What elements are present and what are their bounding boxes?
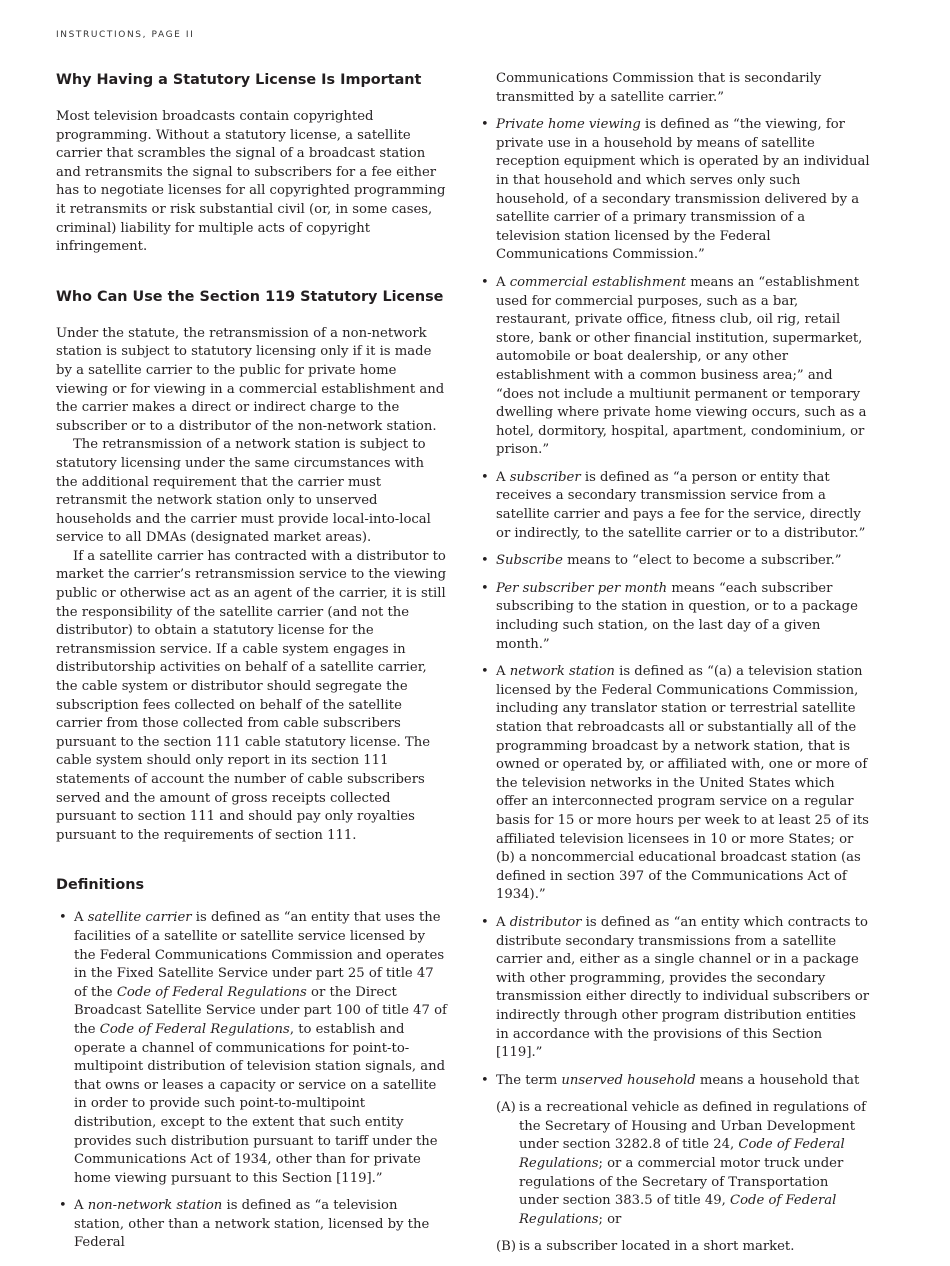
definition-private-home-viewing: • Private home viewing is defined as “the viewing, for private use in a household by means of satellite reception equipment which is operated by an individual in that household and which serves only such household, of a secondary transmission delivered by a satellite carrier of a primary transmission of a television station licensed by the Federal Communications Commission.” bbox=[478, 116, 870, 265]
definition-commercial-establishment: • A commercial establishment means an “establishment used for commercial purposes, such as a bar, restaurant, private office, fitness club, oil rig, retail store, bank or other financial institution, supermarket, automobile or boat dealership, or any other establishment with a common business area;” and “does not include a multiunit permanent or temporary dwelling where private home viewing occurs, such as a hotel, dormitory, hospital, apartment, condominium, or prison.” bbox=[478, 274, 870, 460]
definitions-list-continued bbox=[478, 116, 870, 1090]
paragraph-statutory-importance: Most television broadcasts contain copyrighted programming. Without a statutory license, a satellite carrier that scrambles the signal of a broadcast station and retransmits the signal to subscribers for a fee either has to negotiate licenses for all copyrighted programming it retransmits or risk substantial civil (or, in some cases, criminal) liability for multiple acts of copyright infringement. bbox=[56, 109, 446, 255]
definition-per-subscriber-per-month: • Per subscriber per month means “each subscriber subscribing to the station in question, or to a package including such station, on the last day of a given month.” bbox=[478, 580, 870, 654]
heading-statutory-license-importance: Why Having a Statutory License Is Important bbox=[56, 72, 422, 88]
definition-non-network-station: • A non-network station is defined as “a television station, other than a network station, licensed by the Federal bbox=[56, 1197, 448, 1253]
paragraph-network-retransmission: The retransmission of a network station is subject to statutory licensing under the same circumstances with the additional requirement that the carrier must retransmit the network station only to unserved households and the carrier must provide local-into-local service to all DMAs (designated market areas). bbox=[56, 437, 431, 546]
paragraph-distributor-responsibility: If a satellite carrier has contracted with a distributor to market the carrier’s retransmission service to the viewing public or otherwise act as an agent of the carrier, it is still the responsibility of the satellite carrier (and not the distributor) to obtain a statutory license for the retransmission service. If a cable system engages in distributorship activities on behalf of a satellite carrier, the cable system or distributor should segregate the subscription fees collected on behalf of the satellite carrier from those collected from cable subscribers pursuant to the section 111 cable statutory license. The cable system should only report in its section 111 statements of account the number of cable subscribers served and the amount of gross receipts collected pursuant to section 111 and should pay only royalties pursuant to the requirements of section 111. bbox=[56, 548, 447, 843]
definition-satellite-carrier: • A satellite carrier is defined as “an entity that uses the facilities of a satellite or satellite service licensed by the Federal Communications Commission and operates in the Fixed Satellite Service under part 25 of title 47 of the Code of Federal Regulations or the Direct Broadcast Satellite Service under part 100 of title 47 of the Code of Federal Regulations, to establish and operate a channel of communications for point-to-multipoint distribution of television station signals, and that owns or leases a capacity or service on a satellite in order to provide such point-to-multipoint distribution, except to the extent that such entity provides such distribution pursuant to tariff under the Communications Act of 1934, other than for private home viewing pursuant to this Section [119].” bbox=[56, 909, 448, 1188]
right-column bbox=[478, 70, 870, 1266]
unserved-item-a: (A) is a recreational vehicle as defined in regulations of the Secretary of Housing and Urban Development under section 3282.8 of title 24, Code of Federal Regulations; or a commercial motor truck under regulations of the Secretary of Transportation under section 383.5 of title 49, Code of Federal Regulations; or bbox=[496, 1100, 867, 1227]
definition-non-network-continued: Communications Commission that is secondarily transmitted by a satellite carrier.” bbox=[496, 71, 822, 105]
definition-network-station: • A network station is defined as “(a) a television station licensed by the Federal Communications Commission, including any translator station or terrestrial satellite station that rebroadcasts all or substantially all of the programming broadcast by a network station, that is owned or operated by, or affiliated with, one or more of the television networks in the United States which offer an interconnected program service on a regular basis for 15 or more hours per week to at least 25 of its affiliated television licensees in 10 or more States; or (b) a noncommercial educational broadcast station (as defined in section 397 of the Communications Act of 1934).” bbox=[478, 663, 870, 905]
unserved-item-b: (B) is a subscriber located in a short market. bbox=[496, 1239, 795, 1255]
definition-unserved-household: • The term unserved household means a household that bbox=[478, 1072, 870, 1091]
unserved-household-sublist bbox=[478, 1099, 870, 1257]
definition-subscriber: • A subscriber is defined as “a person or entity that receives a secondary transmission service from a satellite carrier and pays a fee for the service, directly or indirectly, to the satellite carrier or to a distributor.” bbox=[478, 469, 870, 543]
paragraph-non-network-retransmission: Under the statute, the retransmission of a non-network station is subject to statutory licensing only if it is made by a satellite carrier to the public for private home viewing or for viewing in a commercial establishment and the carrier makes a direct or indirect charge to the subscriber or to a distributor of the non-network station. bbox=[56, 325, 445, 434]
heading-who-can-use: Who Can Use the Section 119 Statutory License bbox=[56, 288, 444, 305]
left-column bbox=[56, 70, 448, 1262]
definition-distributor: • A distributor is defined as “an entity which contracts to distribute secondary transmissions from a satellite carrier and, either as a single channel or in a package with other programming, provides the secondary transmission either directly to individual subscribers or indirectly through other program distribution entities in accordance with the provisions of this Section [119].” bbox=[478, 914, 870, 1063]
heading-definitions: Definitions bbox=[56, 877, 145, 894]
definitions-list bbox=[56, 909, 448, 1253]
definition-subscribe: • Subscribe means to “elect to become a subscriber.” bbox=[478, 552, 870, 571]
page-header-label: INSTRUCTIONS, PAGE II bbox=[56, 30, 195, 40]
